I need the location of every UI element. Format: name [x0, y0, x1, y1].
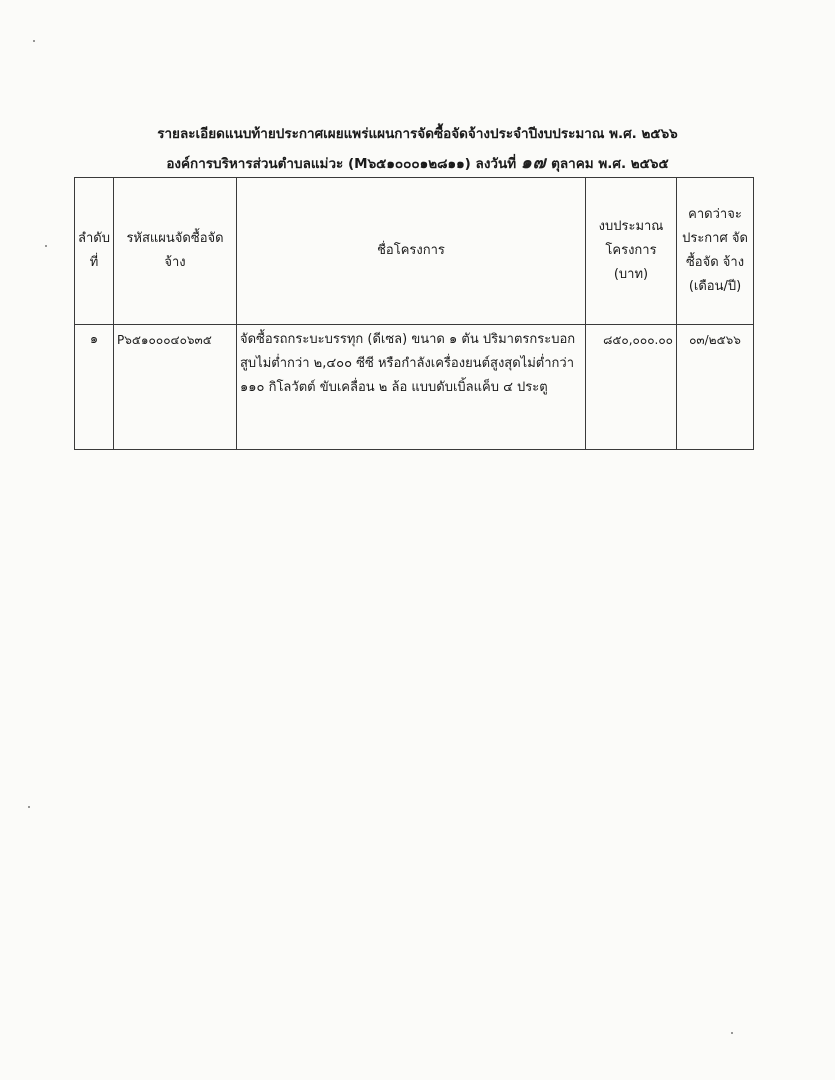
col-header-expected-date: คาดว่าจะ ประกาศ จัดซื้อจัด จ้าง (เดือน/ปี): [677, 178, 754, 325]
scan-speck: [28, 806, 30, 808]
cell-no: ๑: [75, 325, 114, 450]
table-header-row: [75, 178, 754, 325]
subtitle-prefix: องค์การบริหารส่วนตำบลแม่วะ (M๖๕๑๐๐๐๑๒๘๑๑) ลงวันที่: [166, 156, 517, 172]
col-header-project-name: ชื่อโครงการ: [237, 178, 586, 325]
col-header-plan-code: รหัสแผนจัดซื้อจัด จ้าง: [114, 178, 237, 325]
subtitle-suffix: ตุลาคม พ.ศ. ๒๕๖๕: [551, 156, 669, 172]
cell-expected-date: ๐๓/๒๕๖๖: [677, 325, 754, 450]
cell-plan-code: P๖๕๑๐๐๐๔๐๖๓๕: [114, 325, 237, 450]
table-row: [75, 325, 754, 450]
handwritten-day: ๑๗: [520, 153, 547, 173]
col-header-no: ลำดับ ที่: [75, 178, 114, 325]
scan-speck: [731, 1032, 733, 1034]
procurement-plan-table: [74, 177, 754, 450]
col-header-budget: งบประมาณ โครงการ (บาท): [586, 178, 677, 325]
document-title: รายละเอียดแนบท้ายประกาศเผยแพร่แผนการจัดซื้อจัดจ้างประจำปีงบประมาณ พ.ศ. ๒๕๖๖: [157, 126, 678, 142]
cell-project-name: จัดซื้อรถกระบะบรรทุก (ดีเซล) ขนาด ๑ ตัน ปริมาตรกระบอกสูบไม่ต่ำกว่า ๒,๔๐๐ ซีซี หรือกำลังเครื่องยนต์สูงสุดไม่ต่ำกว่า ๑๑๐ กิโลวัตต์ ขับเคลื่อน ๒ ล้อ แบบดับเบิ้ลแค็บ ๔ ประตู: [237, 325, 586, 450]
document-subtitle: [60, 149, 775, 176]
scan-speck: [45, 245, 47, 247]
cell-budget: ๘๕๐,๐๐๐.๐๐: [586, 325, 677, 450]
scan-speck: [33, 40, 35, 42]
